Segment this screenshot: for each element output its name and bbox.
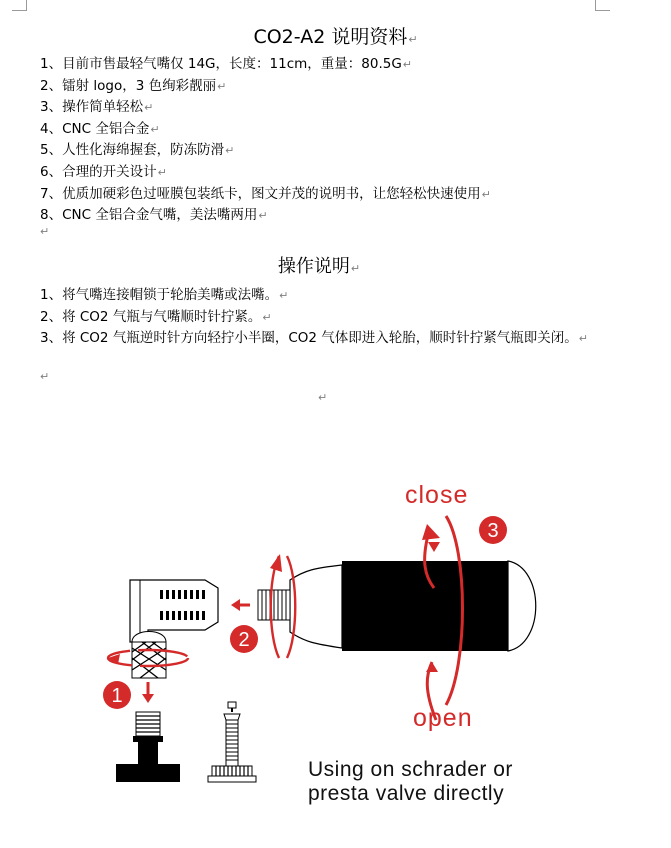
presta-valve-illustration	[208, 702, 256, 782]
feature-item: 7、优质加硬彩色过哑膜包装纸卡，图文并茂的说明书，让您轻松快速使用↵	[40, 185, 491, 202]
caption-line-1: Using on schrader or	[308, 758, 513, 781]
open-label: open	[413, 704, 473, 732]
caption-line-2: presta valve directly	[308, 782, 505, 805]
step-3-number: 3	[487, 520, 499, 542]
operation-steps	[40, 285, 623, 350]
step-item: 1、将气嘴连接帽锁于轮胎美嘴或法嘴。↵	[40, 287, 289, 303]
document-title: CO2-A2 说明资料↵	[253, 26, 418, 48]
diagram-caption	[308, 758, 513, 806]
operation-heading: 操作说明↵	[277, 256, 361, 277]
empty-paragraph-mark: ↵	[318, 391, 328, 404]
feature-item: 2、镭射 logo，3 色绚彩靓丽↵	[40, 77, 227, 94]
step-2-number: 2	[238, 629, 250, 651]
close-label: close	[405, 481, 469, 509]
feature-item: 3、操作简单轻松↵	[40, 99, 154, 116]
feature-item: 1、目前市售最轻气嘴仅 14G，长度：11cm，重量：80.5G↵	[40, 56, 413, 72]
empty-paragraph-mark: ↵	[40, 225, 50, 238]
co2-cartridge-illustration	[258, 561, 536, 651]
feature-item: 5、人性化海绵握套，防冻防滑↵	[40, 142, 235, 159]
feature-list	[40, 54, 491, 227]
step-1-number: 1	[111, 685, 123, 707]
step-item: 2、将 CO2 气瓶与气嘴顺时针拧紧。↵	[40, 308, 272, 325]
page-corner-mark-right	[595, 0, 610, 11]
feature-item: 8、CNC 全铝合金气嘴，美法嘴两用↵	[40, 207, 268, 224]
schrader-valve-illustration	[116, 712, 180, 782]
step-item: 3、将 CO2 气瓶逆时针方向轻拧小半圈，CO2 气体即进入轮胎，顺时针拧紧气瓶即关闭。↵	[40, 330, 588, 346]
page-corner-mark-left	[12, 0, 27, 11]
empty-paragraph-mark: ↵	[40, 370, 50, 383]
feature-item: 6、合理的开关设计↵	[40, 163, 167, 180]
feature-item: 4、CNC 全铝合金↵	[40, 120, 160, 137]
